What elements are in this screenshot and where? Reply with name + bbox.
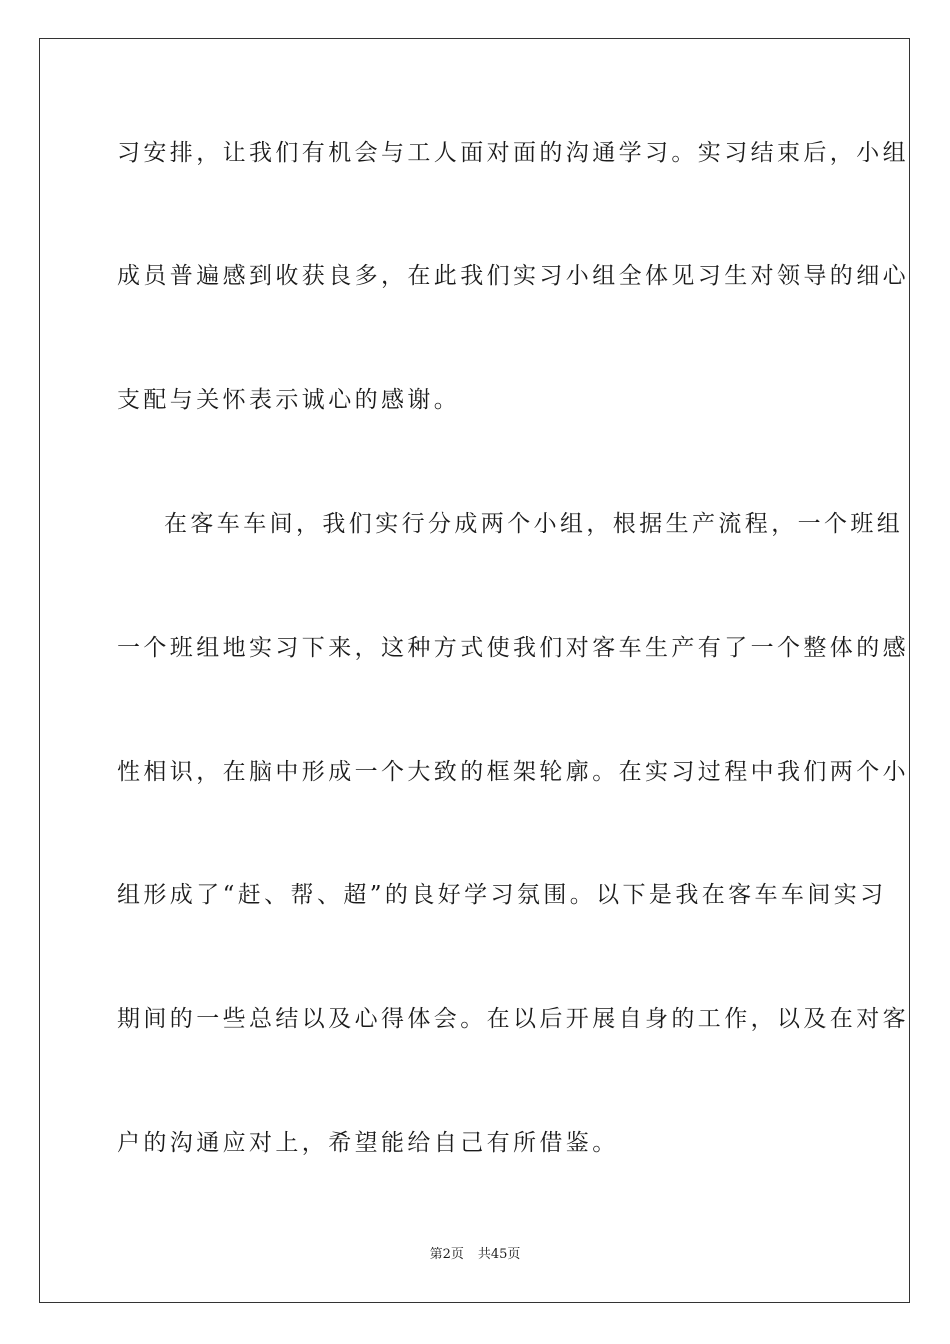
- text-line-6: 性相识，在脑中形成一个大致的框架轮廓。在实习过程中我们两个小: [117, 759, 909, 785]
- page-border: [39, 38, 910, 1303]
- page-total: 共45页: [477, 1247, 521, 1262]
- page-number: 第2页: [429, 1247, 464, 1262]
- text-line-8: 期间的一些总结以及心得体会。在以后开展自身的工作，以及在对客: [117, 1006, 909, 1032]
- text-line-3: 支配与关怀表示诚心的感谢。: [117, 387, 461, 413]
- page-footer: [0, 1246, 950, 1264]
- text-line-9: 户的沟通应对上，希望能给自己有所借鉴。: [117, 1130, 619, 1156]
- text-line-5: 一个班组地实习下来，这种方式使我们对客车生产有了一个整体的感: [117, 635, 909, 661]
- text-line-7: 组形成了“赶、帮、超”的良好学习氛围。以下是我在客车车间实习: [117, 882, 887, 908]
- text-line-1: 习安排，让我们有机会与工人面对面的沟通学习。实习结束后，小组: [117, 140, 909, 166]
- text-line-2: 成员普遍感到收获良多，在此我们实习小组全体见习生对领导的细心: [117, 263, 909, 289]
- text-line-4: 在客车车间，我们实行分成两个小组，根据生产流程，一个班组: [164, 511, 904, 537]
